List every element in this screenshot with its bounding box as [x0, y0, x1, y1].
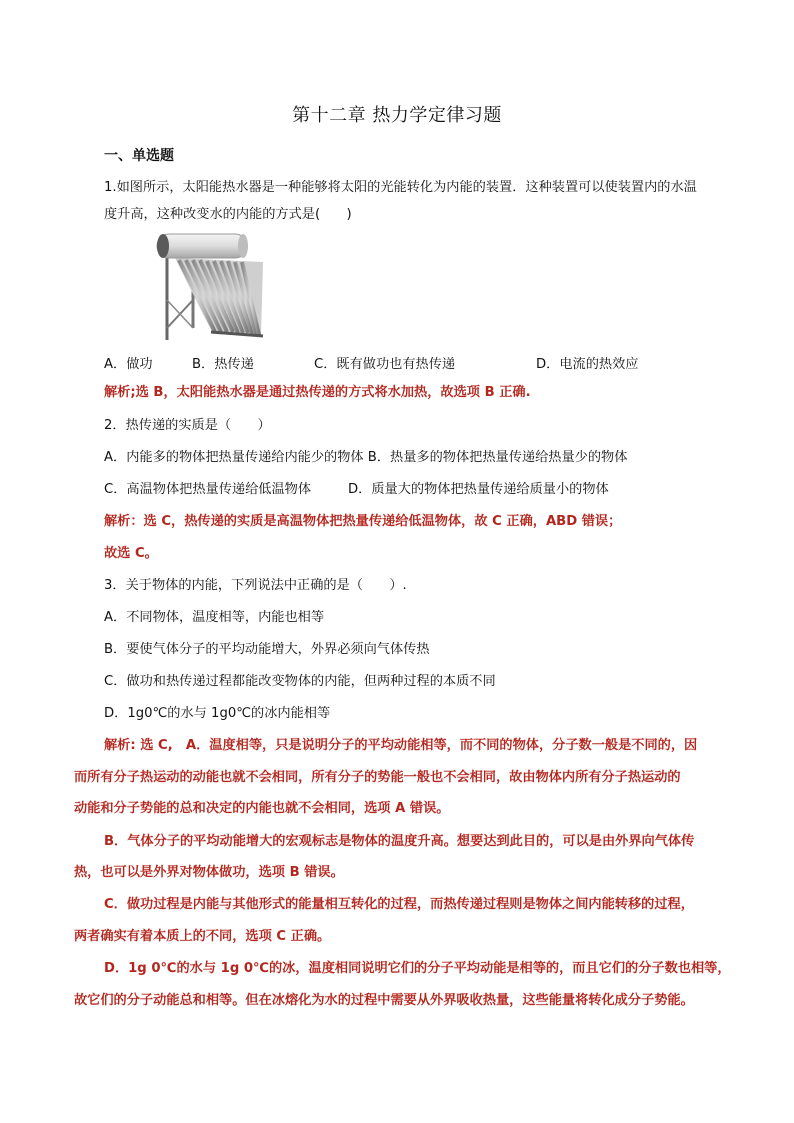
q1-option-d: D．电流的热效应 [536, 357, 639, 372]
q3-stem: 3．关于物体的内能，下列说法中正确的是（ ）. [104, 578, 407, 593]
solar-water-heater-icon [153, 228, 267, 344]
q1-stem-line1: 1.如图所示，太阳能热水器是一种能够将太阳的光能转化为内能的装置．这种装置可以使装置内的水温 [104, 180, 697, 195]
q2-option-c: C．高温物体把热量传递给低温物体 [104, 482, 312, 497]
q2-answer-line2: 故选 C。 [104, 546, 158, 561]
page-title: 第十二章 热力学定律习题 [292, 105, 502, 126]
q2-answer-line1: 解析：选 C，热传递的实质是高温物体把热量传递给低温物体，故 C 正确，ABD 错误； [104, 514, 622, 529]
q3-explanation-line4: B．气体分子的平均动能增大的宏观标志是物体的温度升高。想要达到此目的，可以是由外界向气体传 [104, 834, 695, 849]
q3-option-c: C．做功和热传递过程都能改变物体的内能，但两种过程的本质不同 [104, 674, 496, 689]
q1-option-c: C．既有做功也有热传递 [314, 357, 456, 372]
q3-explanation-line5: 热，也可以是外界对物体做功，选项 B 错误。 [74, 865, 344, 880]
q3-explanation-line7: 两者确实有着本质上的不同，选项 C 正确。 [74, 929, 331, 944]
q2-options-ab: A．内能多的物体把热量传递给内能少的物体 B．热量多的物体把热量传递给热量少的物体 [104, 450, 628, 465]
q3-explanation-line8: D．1g 0℃的水与 1g 0℃的冰，温度相同说明它们的分子平均动能是相等的，而且它们的分子数也相等， [104, 961, 731, 976]
q3-explanation-line3: 动能和分子势能的总和决定的内能也就不会相同，选项 A 错误。 [74, 801, 450, 816]
q1-answer: 解析;选 B，太阳能热水器是通过热传递的方式将水加热，故选项 B 正确. [104, 385, 531, 400]
q1-option-a: A．做功 [104, 357, 153, 372]
section-heading: 一、单选题 [104, 148, 174, 164]
q3-option-b: B．要使气体分子的平均动能增大，外界必须向气体传热 [104, 642, 430, 657]
q3-explanation-line2: 而所有分子热运动的动能也就不会相同，所有分子的势能一般也不会相同，故由物体内所有分子热运动的 [74, 770, 681, 785]
q2-stem: 2．热传递的实质是（ ） [104, 418, 271, 433]
q1-stem-line2: 度升高，这种改变水的内能的方式是( ) [104, 207, 352, 222]
q3-explanation-line9: 故它们的分子动能总和相等。但在冰熔化为水的过程中需要从外界吸收热量，这些能量将转化成分子势能。 [74, 993, 694, 1008]
q3-explanation-line6: C．做功过程是内能与其他形式的能量相互转化的过程，而热传递过程则是物体之间内能转移的过程， [104, 897, 694, 912]
q3-option-a: A．不同物体，温度相等，内能也相等 [104, 610, 325, 625]
q2-option-d: D．质量大的物体把热量传递给质量小的物体 [348, 482, 609, 497]
q3-explanation-line1: 解析: 选 C, A．温度相等，只是说明分子的平均动能相等，而不同的物体，分子数一般是不同的，因 [104, 738, 698, 753]
q3-option-d: D．1g0℃的水与 1g0℃的冰内能相等 [104, 706, 331, 721]
q1-option-b: B．热传递 [192, 357, 254, 372]
